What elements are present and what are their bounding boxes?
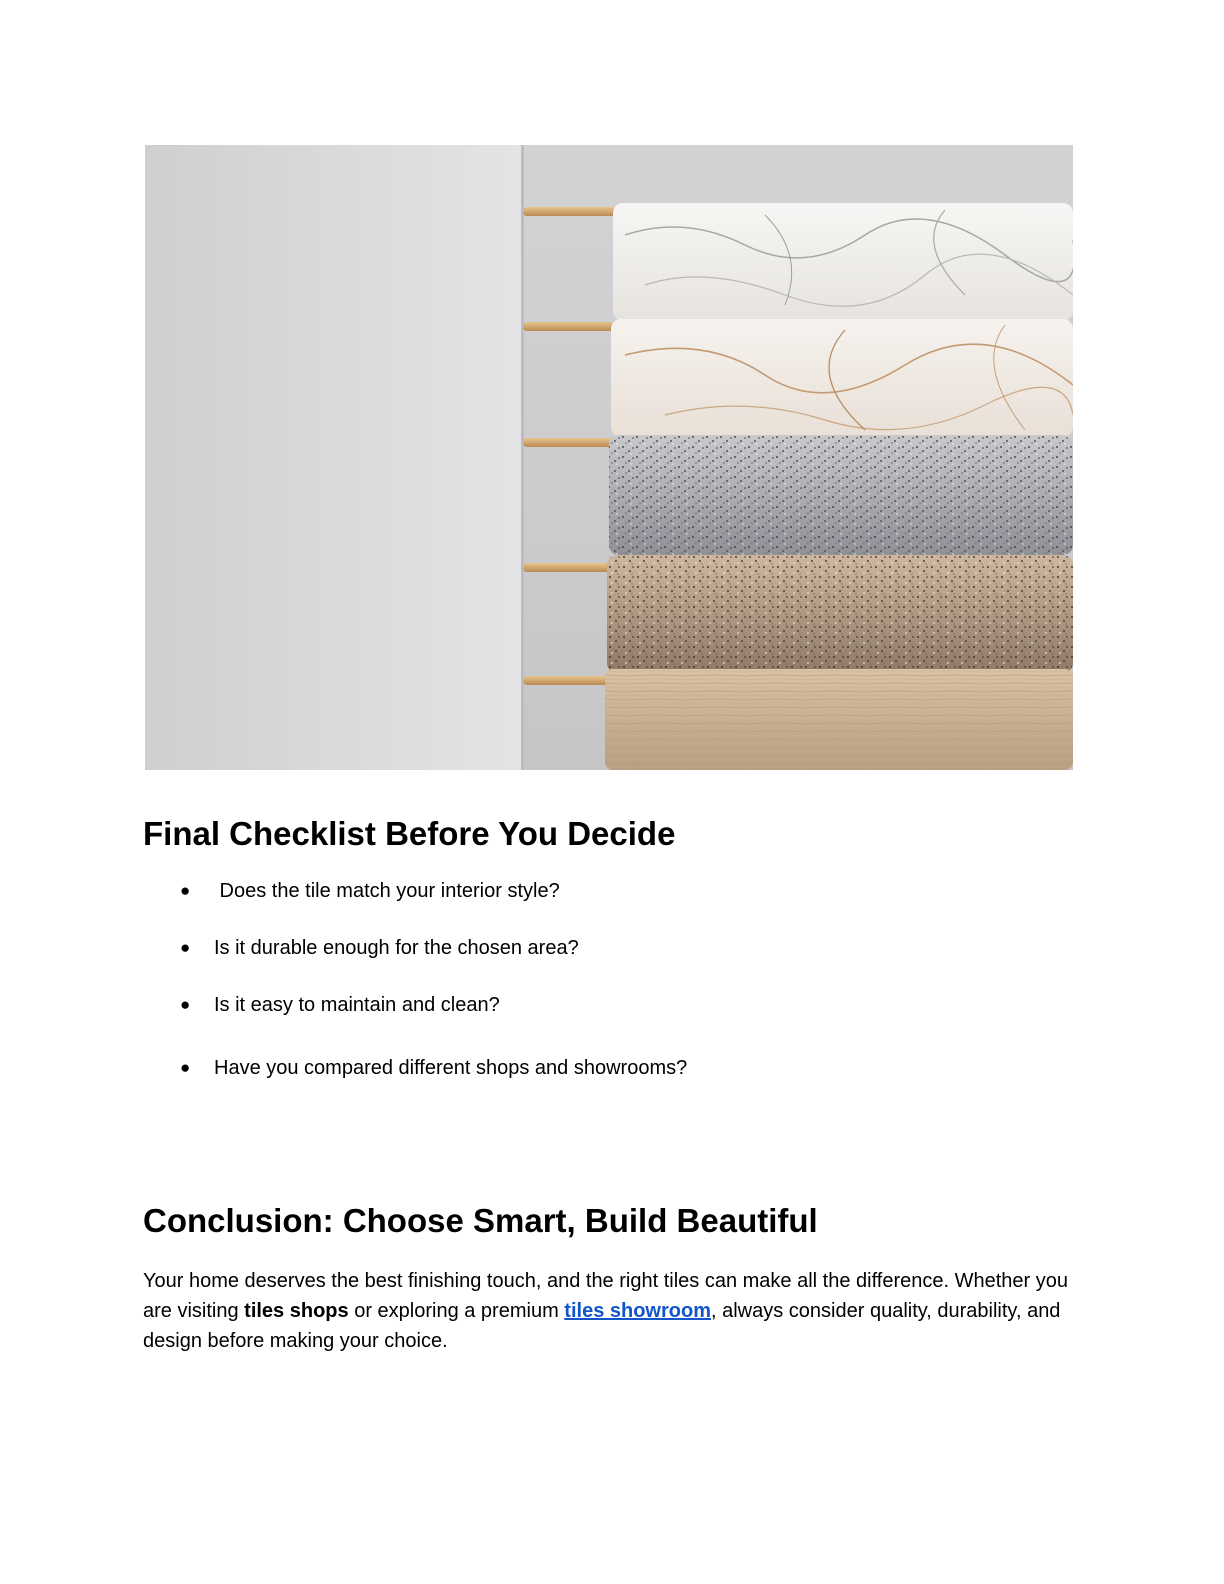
conclusion-text-3: , always consider quality, durability, and design before making your choice. [143,1300,1061,1352]
conclusion-text-2: or exploring a premium [348,1300,565,1322]
list-item-text: Does the tile match your interior style? [214,880,560,902]
tile-samples-photo [145,145,1073,770]
bullet-icon: ● [180,938,191,957]
bullet-icon: ● [180,1058,191,1077]
list-item-text: Is it easy to maintain and clean? [214,994,500,1016]
list-item-text: Is it durable enough for the chosen area? [214,937,579,959]
list-item-text: Have you compared different shops and showrooms? [214,1057,688,1079]
checklist-heading: Final Checklist Before You Decide [143,815,676,852]
tiles-showroom-link[interactable]: tiles showroom [564,1300,711,1322]
bullet-icon: ● [180,881,191,900]
conclusion-paragraph [143,1266,1083,1356]
conclusion-bold-tiles-shops: tiles shops [244,1300,349,1322]
conclusion-heading: Conclusion: Choose Smart, Build Beautiful [143,1202,818,1239]
bullet-icon: ● [180,995,191,1014]
conclusion-text-1: Your home deserves the best finishing touch, and the right tiles can make all the difference. Whether you are visiting [143,1270,1068,1322]
